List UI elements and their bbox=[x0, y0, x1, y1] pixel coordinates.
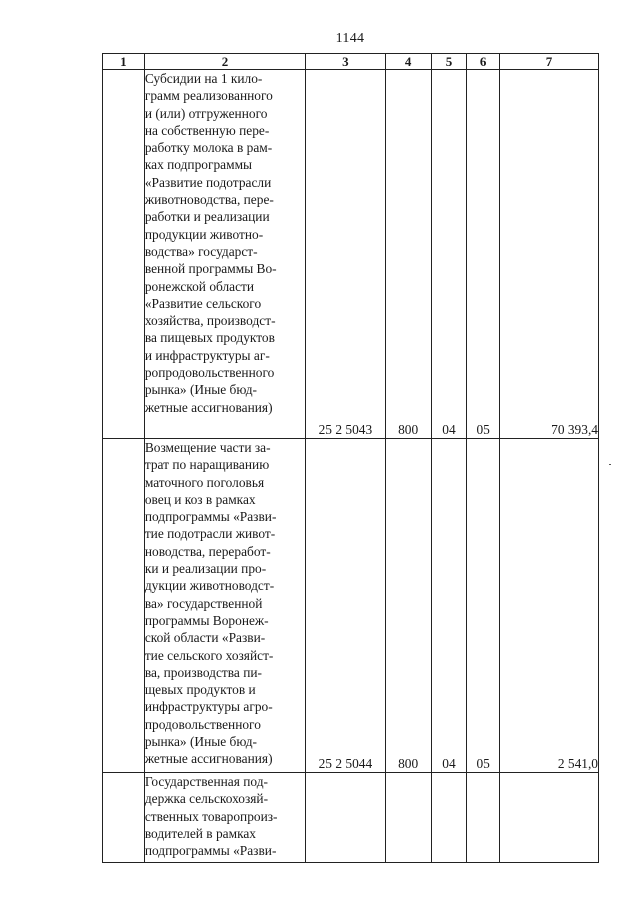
target-code-cell: 25 2 5044 bbox=[306, 439, 386, 773]
column-header-1: 1 bbox=[103, 54, 145, 70]
section-cell bbox=[431, 773, 467, 863]
amount-cell: 70 393,4 bbox=[499, 70, 598, 439]
expense-type-cell bbox=[385, 773, 431, 863]
column-header-2: 2 bbox=[144, 54, 305, 70]
amount-cell bbox=[499, 773, 598, 863]
column-header-7: 7 bbox=[499, 54, 598, 70]
column-header-3: 3 bbox=[306, 54, 386, 70]
description-cell: Субсидии на 1 кило- грамм реализованного и (или) отгруженного на собственную пере- работку молока в рам- ках подпрограммы «Развитие подотрасли животноводства, пере- работки и реализации продукции животно- водства» государст- венной программы Во- ронежской области «Развитие сельского хозяйства, производст- ва пищевых продуктов и инфраструктуры аг- ропродовольственного рынка» (Иные бюд- жетные ассигнования) bbox=[144, 70, 305, 439]
subsection-cell: 05 bbox=[467, 70, 500, 439]
target-code-cell bbox=[306, 773, 386, 863]
table-header-row bbox=[103, 54, 599, 70]
expense-type-cell: 800 bbox=[385, 70, 431, 439]
table-row bbox=[103, 439, 599, 773]
column-header-5: 5 bbox=[431, 54, 467, 70]
column-header-6: 6 bbox=[467, 54, 500, 70]
table-row bbox=[103, 70, 599, 439]
section-cell: 04 bbox=[431, 439, 467, 773]
budget-table bbox=[102, 53, 599, 863]
table-row bbox=[103, 773, 599, 863]
row-index-cell bbox=[103, 773, 145, 863]
scan-speck bbox=[609, 464, 611, 465]
page-number: 1144 bbox=[335, 31, 365, 46]
row-index-cell bbox=[103, 439, 145, 773]
amount-cell: 2 541,0 bbox=[499, 439, 598, 773]
description-cell: Государственная под- держка сельскохозяй- ственных товаропроиз- водителей в рамках подпрограммы «Разви- bbox=[144, 773, 305, 863]
target-code-cell: 25 2 5043 bbox=[306, 70, 386, 439]
row-index-cell bbox=[103, 70, 145, 439]
subsection-cell bbox=[467, 773, 500, 863]
expense-type-cell: 800 bbox=[385, 439, 431, 773]
column-header-4: 4 bbox=[385, 54, 431, 70]
description-cell: Возмещение части за- трат по наращиванию маточного поголовья овец и коз в рамках подпрограммы «Разви- тие подотрасли живот- новодства, переработ- ки и реализации про- дукции животноводст- ва» государственной программы Воронеж- ской области «Разви- тие сельского хозяйст- ва, производства пи- щевых продуктов и инфраструктуры агро- продовольственного рынка» (Иные бюд- жетные ассигнования) bbox=[144, 439, 305, 773]
section-cell: 04 bbox=[431, 70, 467, 439]
subsection-cell: 05 bbox=[467, 439, 500, 773]
